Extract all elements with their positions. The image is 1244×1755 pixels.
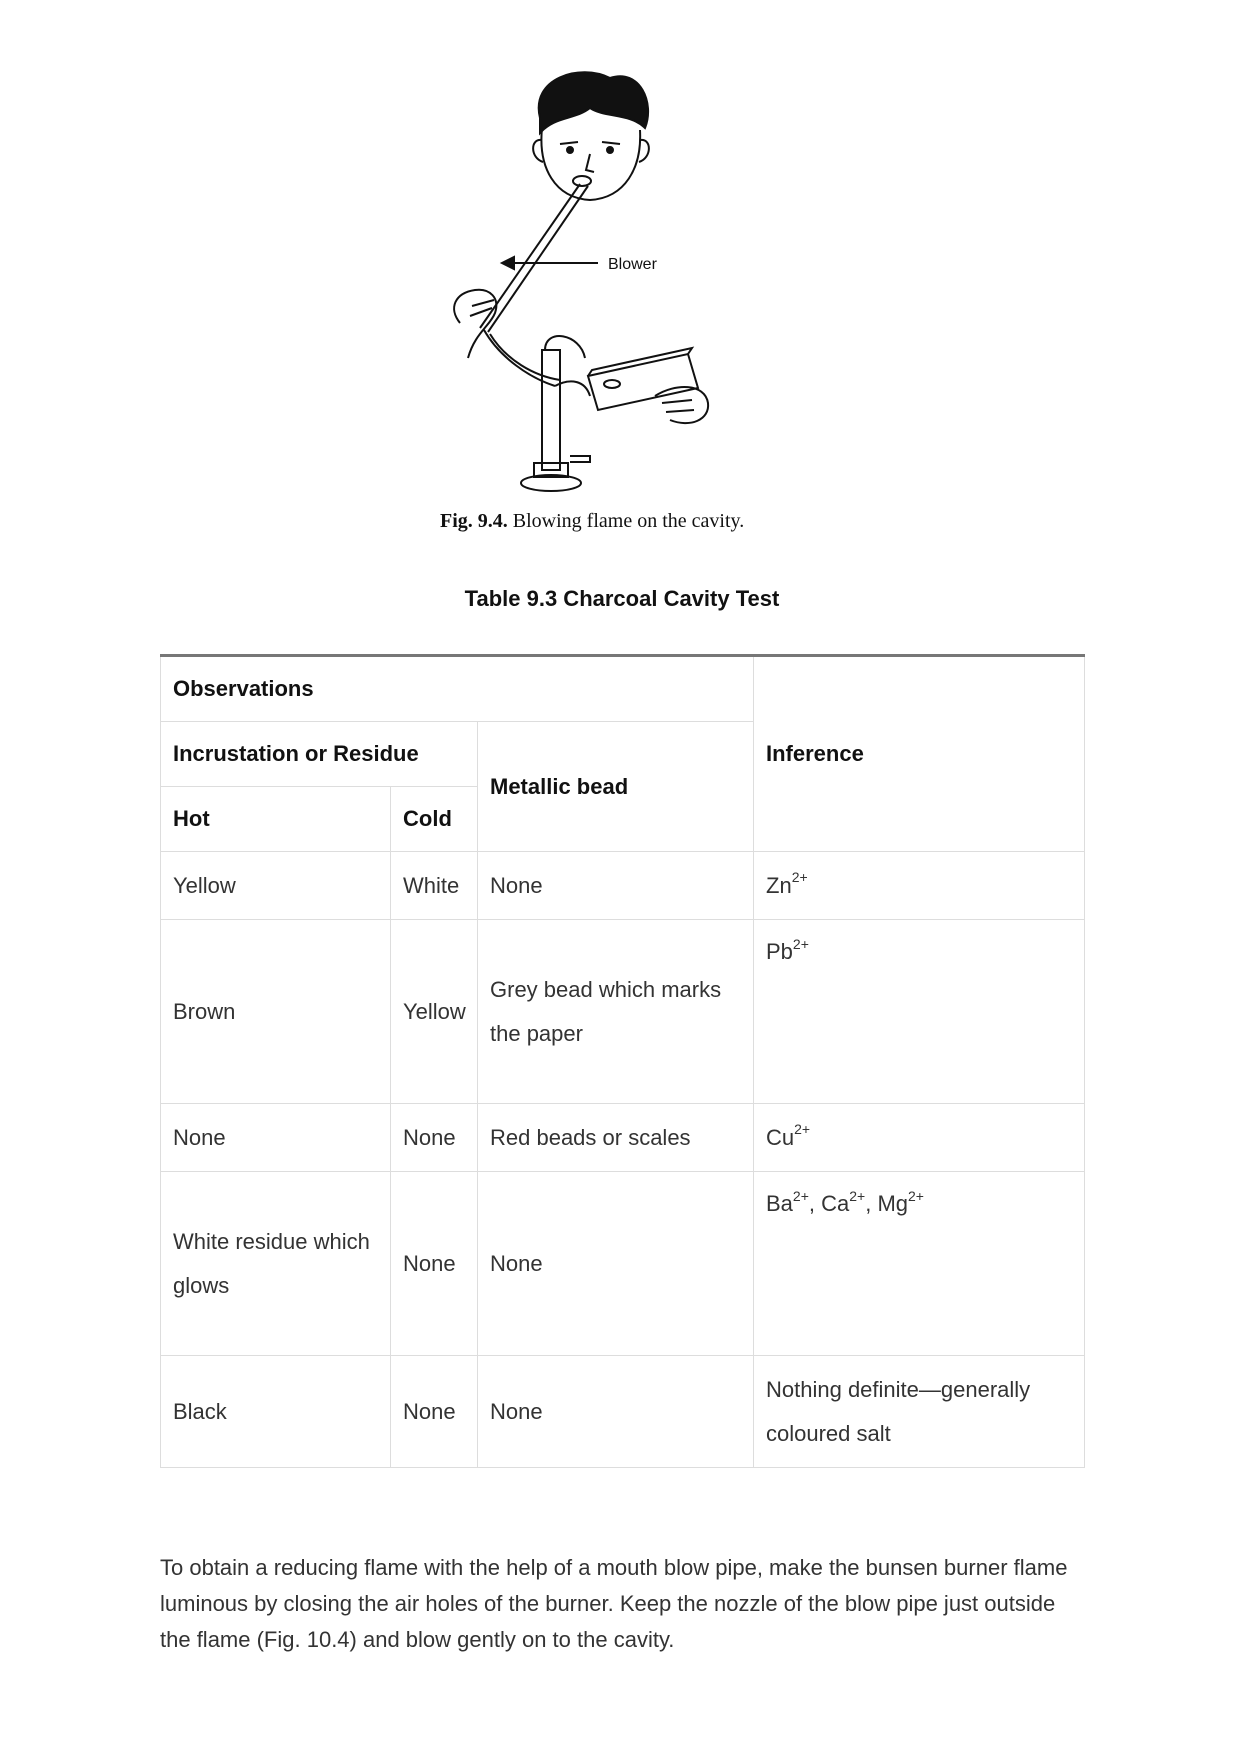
cell-inference (754, 1104, 1085, 1172)
table-row (161, 1356, 1085, 1468)
cell-bead: Red beads or scales (478, 1104, 754, 1172)
cell-hot: White residue which glows (161, 1172, 391, 1356)
cell-bead: None (478, 1356, 754, 1468)
table-title: Table 9.3 Charcoal Cavity Test (464, 586, 780, 611)
cell-inference (754, 852, 1085, 920)
ion-charge: 2+ (792, 1187, 809, 1204)
header-cold: Cold (391, 787, 478, 852)
blowpipe-figure (430, 58, 830, 498)
cell-inference (754, 920, 1085, 1104)
header-observations: Observations (161, 656, 754, 722)
table-row (161, 920, 1085, 1104)
ion-charge: 2+ (908, 1187, 924, 1204)
cell-bead: None (478, 1172, 754, 1356)
cell-cold: None (391, 1356, 478, 1468)
ion-charge: 2+ (792, 935, 809, 952)
ion-symbol: Ca (821, 1191, 850, 1216)
ion-separator: , (865, 1191, 878, 1216)
cell-hot: None (161, 1104, 391, 1172)
cell-hot: Yellow (161, 852, 391, 920)
cell-hot: Black (161, 1356, 391, 1468)
ion-symbol: Mg (877, 1191, 909, 1216)
table-row (161, 852, 1085, 920)
cell-bead: None (478, 852, 754, 920)
header-incrustation: Incrustation or Residue (161, 722, 478, 787)
cell-bead: Grey bead which marks the paper (478, 920, 754, 1104)
table-row (161, 1172, 1085, 1356)
cell-cold: Yellow (391, 920, 478, 1104)
blower-label: Blower (608, 256, 657, 273)
header-metallic-bead: Metallic bead (478, 722, 754, 852)
ion-symbol: Zn (766, 872, 792, 898)
ion-symbol: Ba (766, 1191, 793, 1216)
ion-symbol: Cu (766, 1124, 795, 1150)
ion-charge: 2+ (791, 869, 808, 886)
ion-charge: 2+ (794, 1121, 811, 1138)
cell-hot: Brown (161, 920, 391, 1104)
table-header-row (161, 656, 1085, 722)
blowpipe-illustration (430, 58, 830, 498)
cell-cold: None (391, 1104, 478, 1172)
header-hot: Hot (161, 787, 391, 852)
figure-caption-number: Fig. 9.4. (440, 510, 508, 532)
ion-charge: 2+ (849, 1187, 866, 1204)
figure-caption (440, 510, 820, 533)
cell-inference (754, 1172, 1085, 1356)
body-paragraph: To obtain a reducing flame with the help of a mouth blow pipe, make the bunsen burner flame luminous by closing the air holes of the burner. Keep the nozzle of the blow pipe just outside the flame (Fig. 10.4) and blow gently on to the cavity. (160, 1555, 1068, 1652)
charcoal-cavity-table (160, 654, 1085, 1468)
cell-cold: None (391, 1172, 478, 1356)
ion-symbol: Pb (766, 939, 793, 964)
cell-inference: Nothing definite—generally coloured salt (754, 1356, 1085, 1468)
figure-caption-text: Blowing flame on the cavity. (507, 510, 745, 532)
table-row (161, 1104, 1085, 1172)
cell-cold: White (391, 852, 478, 920)
header-inference: Inference (754, 656, 1085, 852)
ion-separator: , (808, 1191, 822, 1216)
